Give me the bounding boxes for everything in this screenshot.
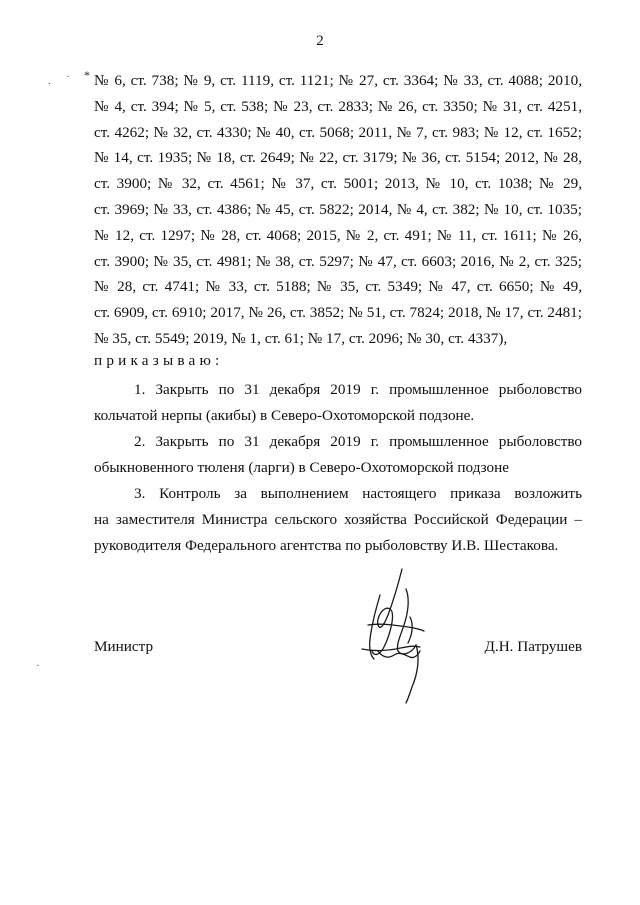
scan-speck: · — [36, 660, 40, 672]
reference-line: ст. 3900; № 35, ст. 4981; № 38, ст. 5297; № 47, ст. 6603; 2016, № 2, ст. 325; — [94, 252, 582, 270]
reference-line: № 35, ст. 5549; 2019, № 1, ст. 61; № 17, ст. 2096; № 30, ст. 4337), — [94, 329, 508, 347]
paragraph-line: обыкновенного тюленя (ларги) в Северо-Охотоморской подзоне — [94, 458, 509, 476]
signatory-name: Д.Н. Патрушев — [484, 638, 582, 655]
paragraph-line: 1. Закрыть по 31 декабря 2019 г. промышленное рыболовство — [134, 381, 582, 398]
scan-speck: · — [66, 71, 70, 83]
scan-speck: * — [84, 68, 90, 82]
reference-line: ст. 3900; № 32, ст. 4561; № 37, ст. 5001; 2013, № 10, ст. 1038; № 29, — [94, 175, 582, 193]
signatory-title: Министр — [94, 638, 154, 655]
page-number: 2 — [316, 33, 324, 49]
reference-line: ст. 4262; № 32, ст. 4330; № 40, ст. 5068; 2011, № 7, ст. 983; № 12, ст. 1652; — [94, 123, 582, 141]
signature-block — [94, 638, 582, 668]
legal-references — [94, 68, 582, 352]
paragraph-line: руководителя Федерального агентства по рыболовству И.В. Шестакова. — [94, 536, 559, 554]
scan-speck: . — [48, 75, 51, 87]
reference-line: ст. 3969; № 33, ст. 4386; № 45, ст. 5822; 2014, № 4, ст. 382; № 10, ст. 1035; — [94, 200, 582, 218]
order-paragraph-1 — [94, 377, 582, 429]
reference-line: № 12, ст. 1297; № 28, ст. 4068; 2015, № 2, ст. 491; № 11, ст. 1611; № 26, — [94, 226, 582, 244]
reference-line: № 4, ст. 394; № 5, ст. 538; № 23, ст. 2833; № 26, ст. 3350; № 31, ст. 4251, — [94, 97, 582, 115]
reference-line: № 6, ст. 738; № 9, ст. 1119, ст. 1121; № 27, ст. 3364; № 33, ст. 4088; 2010, — [94, 72, 582, 89]
reference-line: № 28, ст. 4741; № 33, ст. 5188; № 35, ст. 5349; № 47, ст. 6650; № 49, — [94, 278, 582, 296]
paragraph-line: кольчатой нерпы (акибы) в Северо-Охотоморской подзоне. — [94, 406, 475, 424]
paragraph-line: 2. Закрыть по 31 декабря 2019 г. промышленное рыболовство — [134, 433, 582, 450]
reference-line: ст. 6909, ст. 6910; 2017, № 26, ст. 3852; № 51, ст. 7824; 2018, № 17, ст. 2481; — [94, 304, 582, 322]
handwritten-signature — [350, 565, 440, 705]
paragraph-line: на заместителя Министра сельского хозяйства Российской Федерации – — [94, 510, 582, 528]
order-paragraph-3 — [94, 481, 582, 558]
order-word: приказываю: — [94, 352, 224, 369]
reference-line: № 14, ст. 1935; № 18, ст. 2649; № 22, ст. 3179; № 36, ст. 5154; 2012, № 28, — [94, 149, 582, 167]
order-paragraph-2 — [94, 429, 582, 481]
paragraph-line: 3. Контроль за выполнением настоящего приказа возложить — [134, 485, 582, 502]
